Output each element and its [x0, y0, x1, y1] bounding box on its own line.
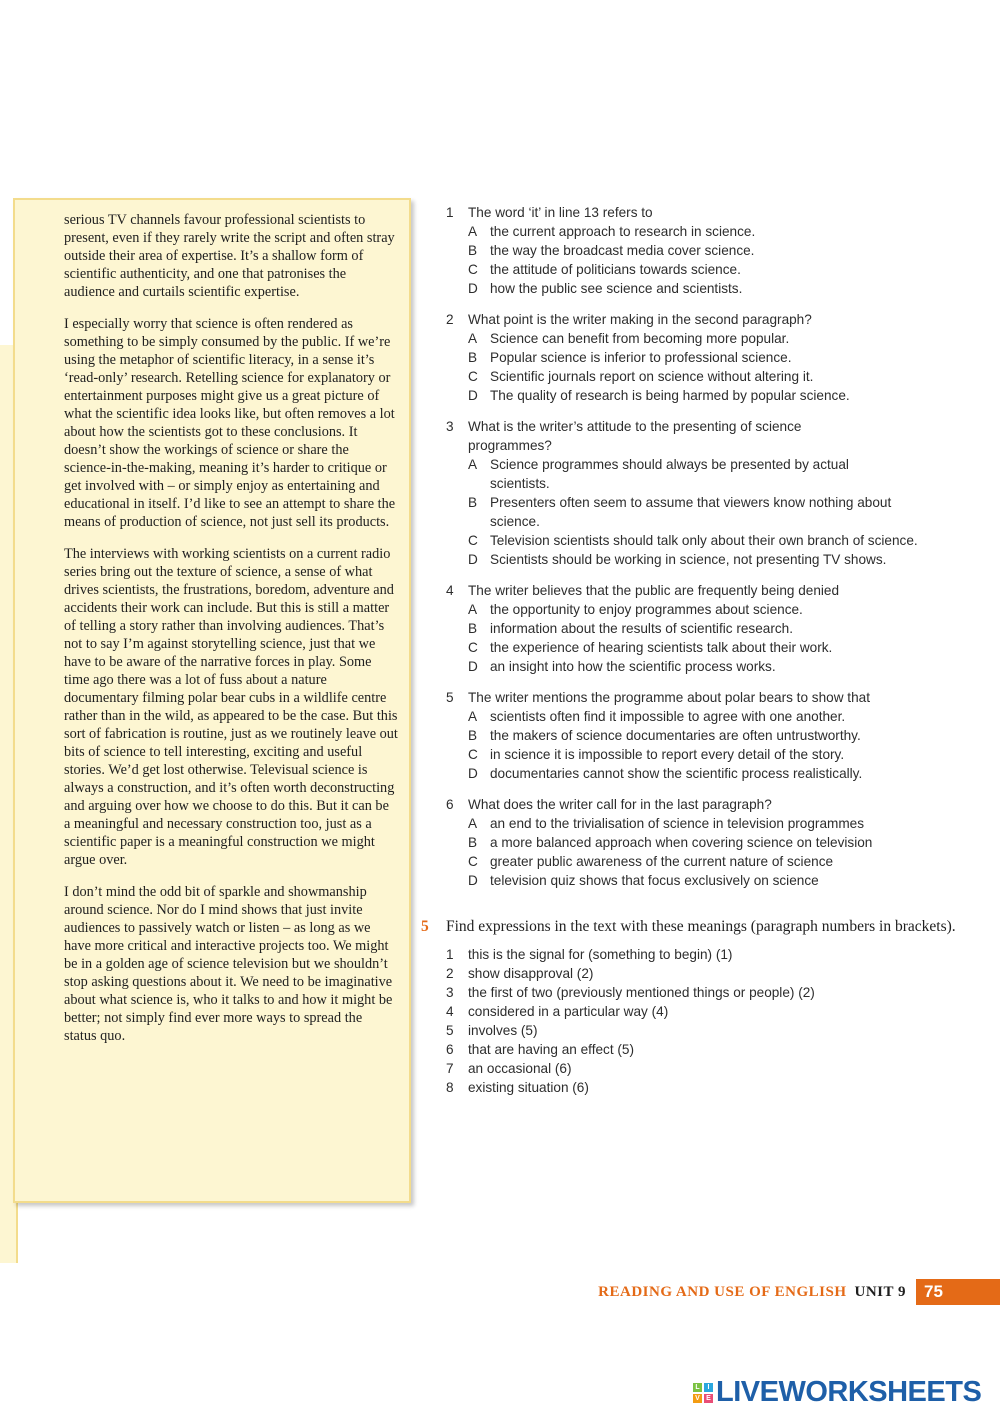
multiple-choice-questions — [446, 203, 991, 902]
answer-option[interactable] — [468, 367, 991, 386]
question-number: 3 — [446, 419, 454, 434]
option-letter: D — [468, 552, 478, 567]
answer-option[interactable] — [468, 764, 991, 783]
item-text: the first of two (previously mentioned things or people) (2) — [468, 985, 815, 1000]
option-letter: C — [468, 747, 478, 762]
option-text: television quiz shows that focus exclusively on science — [490, 873, 819, 888]
option-text: Presenters often seem to assume that viewers know nothing about science. — [490, 495, 892, 529]
logo-tile: I — [704, 1383, 713, 1392]
list-item — [446, 1040, 981, 1059]
option-letter: A — [468, 816, 478, 831]
option-text: greater public awareness of the current nature of science — [490, 854, 834, 869]
list-item — [446, 1059, 981, 1078]
item-text: involves (5) — [468, 1023, 538, 1038]
logo-tile: V — [693, 1394, 702, 1403]
item-number: 7 — [446, 1061, 454, 1076]
reading-paragraph: serious TV channels favour professional scientists to present, even if they rarely write the script and often stray outside their area of expertise. It’s a shallow form of scientific authenticity, and one that patronises the audience and curtails scientific expertise. — [64, 212, 395, 300]
list-item — [446, 945, 981, 964]
option-letter: C — [468, 533, 478, 548]
item-text: considered in a particular way (4) — [468, 1004, 669, 1019]
logo-tile: L — [693, 1383, 702, 1392]
question-number: 5 — [446, 690, 454, 705]
question-number: 2 — [446, 312, 454, 327]
answer-option[interactable] — [468, 455, 991, 493]
list-item — [446, 964, 981, 983]
option-letter: B — [468, 621, 478, 636]
option-letter: C — [468, 640, 478, 655]
question-4 — [446, 581, 991, 676]
option-text: Scientists should be working in science, not presenting TV shows. — [490, 552, 887, 567]
option-text: an insight into how the scientific process works. — [490, 659, 776, 674]
brand-name: LIVEWORKSHEETS — [716, 1376, 982, 1408]
answer-option[interactable] — [468, 638, 991, 657]
option-text: an end to the trivialisation of science in television programmes — [490, 816, 865, 831]
option-text: documentaries cannot show the scientific process realistically. — [490, 766, 863, 781]
question-3 — [446, 417, 991, 569]
item-text: show disapproval (2) — [468, 966, 594, 981]
question-stem: What point is the writer making in the second paragraph? — [468, 312, 812, 327]
answer-option[interactable] — [468, 348, 991, 367]
item-number: 8 — [446, 1080, 454, 1095]
answer-option[interactable] — [468, 222, 991, 241]
reading-paragraph: I don’t mind the odd bit of sparkle and showmanship around science. Nor do I mind shows that just invite audiences to passively watch or listen – as long as we have more critical and interactive projects too. We might be in a golden age of science television but we shouldn’t stop asking questions about it. We need to be imaginative about what science is, who it talks to and how it might be better; not simply find ever more ways to spread the status quo. — [64, 884, 393, 1044]
option-text: the current approach to research in science. — [490, 224, 756, 239]
answer-option[interactable] — [468, 329, 991, 348]
answer-option[interactable] — [468, 619, 991, 638]
option-letter: B — [468, 495, 478, 510]
answer-option[interactable] — [468, 550, 991, 569]
liveworksheets-logo-icon — [693, 1383, 713, 1403]
question-number: 6 — [446, 797, 454, 812]
question-stem: What does the writer call for in the last paragraph? — [468, 797, 772, 812]
option-letter: D — [468, 388, 478, 403]
answer-option[interactable] — [468, 871, 991, 890]
question-2 — [446, 310, 991, 405]
footer-unit-label: UNIT 9 — [854, 1284, 906, 1300]
item-text: this is the signal for (something to begin) (1) — [468, 947, 733, 962]
liveworksheets-brand — [693, 1376, 981, 1409]
option-text: the way the broadcast media cover science. — [490, 243, 755, 258]
answer-option[interactable] — [468, 241, 991, 260]
option-text: Scientific journals report on science without altering it. — [490, 369, 814, 384]
question-number: 4 — [446, 583, 454, 598]
item-number: 6 — [446, 1042, 454, 1057]
answer-option[interactable] — [468, 726, 991, 745]
option-letter: D — [468, 873, 478, 888]
option-letter: A — [468, 331, 478, 346]
option-text: Television scientists should talk only about their own branch of science. — [490, 533, 918, 548]
footer-section-title: READING AND USE OF ENGLISH — [598, 1284, 847, 1300]
option-text: The quality of research is being harmed by popular science. — [490, 388, 850, 403]
option-text: the opportunity to enjoy programmes about science. — [490, 602, 803, 617]
option-text: a more balanced approach when covering science on television — [490, 835, 873, 850]
option-letter: B — [468, 243, 478, 258]
question-6 — [446, 795, 991, 890]
option-letter: C — [468, 854, 478, 869]
option-letter: B — [468, 835, 478, 850]
logo-tile: E — [704, 1394, 713, 1403]
answer-option[interactable] — [468, 600, 991, 619]
option-letter: C — [468, 262, 478, 277]
answer-option[interactable] — [468, 260, 991, 279]
option-letter: A — [468, 709, 478, 724]
item-number: 4 — [446, 1004, 454, 1019]
option-letter: A — [468, 457, 478, 472]
option-letter: D — [468, 766, 478, 781]
option-text: Popular science is inferior to professional science. — [490, 350, 792, 365]
exercise-number: 5 — [421, 918, 429, 935]
running-footer — [598, 1284, 906, 1301]
answer-option[interactable] — [468, 814, 991, 833]
item-number: 1 — [446, 947, 454, 962]
item-text: that are having an effect (5) — [468, 1042, 634, 1057]
reading-passage — [64, 211, 398, 1059]
option-text: the experience of hearing scientists talk about their work. — [490, 640, 833, 655]
option-letter: B — [468, 728, 478, 743]
option-text: the makers of science documentaries are often untrustworthy. — [490, 728, 861, 743]
answer-option[interactable] — [468, 707, 991, 726]
list-item — [446, 1021, 981, 1040]
option-text: Science programmes should always be presented by actual scientists. — [490, 457, 849, 491]
reading-paragraph: I especially worry that science is often rendered as something to be simply consumed by the public. If we’re using the metaphor of scientific literacy, in a sense it’s ‘read-only’ research. Retelling science for explanatory or entertainment purposes might give us a great picture of what the scientific idea looks like, but often removes a lot about how the scientists got to these conclusions. It doesn’t show the workings of science or share the science-in-the-making, meaning it’s harder to critique or get involved with – or simply enjoy as entertaining and educational in itself. I’d like to see an attempt to share the means of production of science, not just sell its products. — [64, 316, 396, 530]
option-text: Science can benefit from becoming more popular. — [490, 331, 790, 346]
option-text: information about the results of scientific research. — [490, 621, 793, 636]
page-number: 75 — [916, 1279, 1000, 1305]
answer-option[interactable] — [468, 852, 991, 871]
option-letter: D — [468, 659, 478, 674]
option-letter: A — [468, 224, 478, 239]
option-text: scientists often find it impossible to agree with one another. — [490, 709, 846, 724]
list-item — [446, 1078, 981, 1097]
answer-option[interactable] — [468, 657, 991, 676]
option-text: in science it is impossible to report every detail of the story. — [490, 747, 845, 762]
item-text: an occasional (6) — [468, 1061, 572, 1076]
list-item — [446, 1002, 981, 1021]
meanings-list — [446, 945, 981, 1097]
question-stem: The writer believes that the public are frequently being denied — [468, 583, 840, 598]
option-letter: B — [468, 350, 478, 365]
item-number: 2 — [446, 966, 454, 981]
item-text: existing situation (6) — [468, 1080, 589, 1095]
answer-option[interactable] — [468, 386, 991, 405]
item-number: 3 — [446, 985, 454, 1000]
answer-option[interactable] — [468, 833, 991, 852]
reading-paragraph: The interviews with working scientists on a current radio series bring out the texture of science, a sense of what drives scientists, the frustrations, boredom, adventure and accidents their work can include. But this is still a matter of telling a story rather than involving audiences. That’s not to say I’m against storytelling science, just that we have to be aware of the narrative forces in play. Some time ago there was a lot of fuss about a nature documentary filming polar bear cubs in a wildlife centre rather than in the wild, as appeared to be the case. But this sort of fabrication is routine, just as we routinely leave out bits of science to tell interesting, exciting and useful stories. We’d get lost otherwise. Televisual science is always a construction, and it’s often worth deconstructing and arguing over how we choose to do this. But it can be a meaningful and necessary construction too, just as a scientific paper is a meaningful construction we might argue over. — [64, 546, 398, 868]
question-number: 1 — [446, 205, 454, 220]
answer-option[interactable] — [468, 279, 991, 298]
question-stem: What is the writer’s attitude to the presenting of science programmes? — [468, 419, 802, 453]
exercise-instruction: Find expressions in the text with these meanings (paragraph numbers in brackets). — [446, 918, 956, 935]
answer-option[interactable] — [468, 745, 991, 764]
option-letter: A — [468, 602, 478, 617]
option-letter: C — [468, 369, 478, 384]
question-stem: The word ‘it’ in line 13 refers to — [468, 205, 653, 220]
item-number: 5 — [446, 1023, 454, 1038]
option-text: the attitude of politicians towards science. — [490, 262, 741, 277]
option-text: how the public see science and scientists. — [490, 281, 743, 296]
question-1 — [446, 203, 991, 298]
option-letter: D — [468, 281, 478, 296]
list-item — [446, 983, 981, 1002]
exercise-5 — [421, 917, 981, 1097]
question-stem: The writer mentions the programme about polar bears to show that — [468, 690, 870, 705]
answer-option[interactable] — [468, 531, 991, 550]
question-5 — [446, 688, 991, 783]
answer-option[interactable] — [468, 493, 991, 531]
